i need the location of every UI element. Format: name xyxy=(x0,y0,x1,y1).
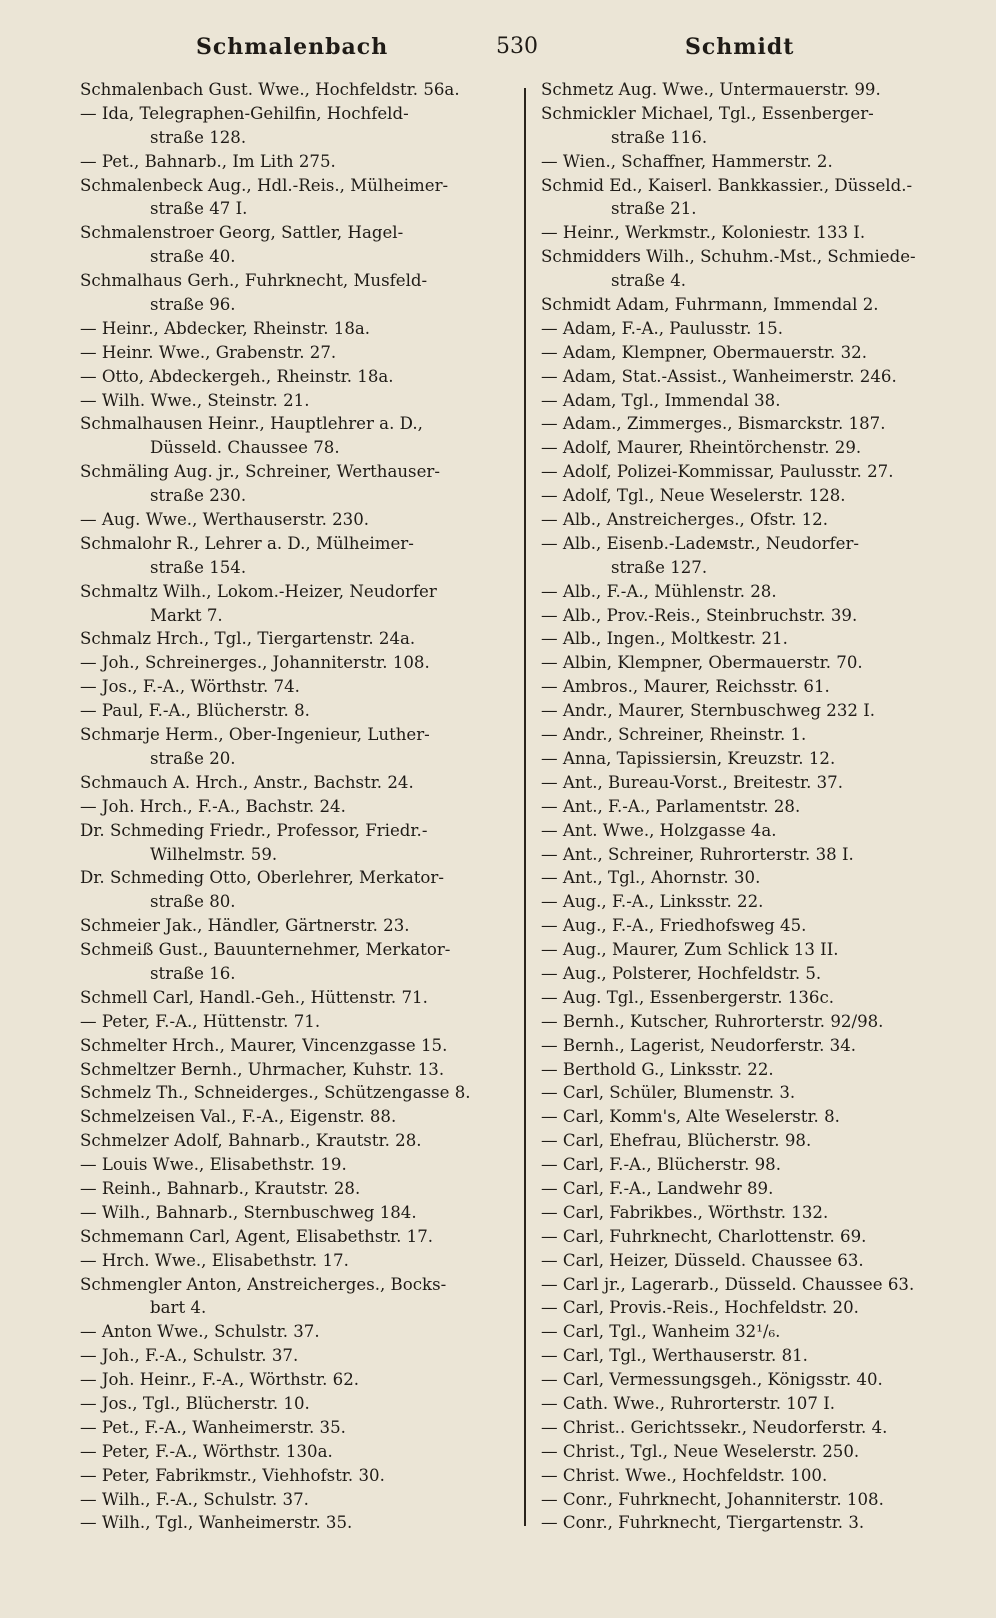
directory-entry-line: — Christ., Tgl., Neue Weselerstr. 250. xyxy=(541,1441,860,1461)
entry-continuation-line: straße 16. xyxy=(150,963,236,983)
directory-entry-line: — Joh. Hrch., F.-A., Bachstr. 24. xyxy=(80,796,346,816)
directory-entry-line: — Heinr., Werkmstr., Koloniestr. 133 I. xyxy=(541,223,866,243)
directory-entry-line: — Peter, F.-A., Hüttenstr. 71. xyxy=(80,1011,321,1031)
directory-entry-line: — Paul, F.-A., Blücherstr. 8. xyxy=(80,701,310,721)
directory-entry-line: Schmalenbach Gust. Wwe., Hochfeldstr. 56a. xyxy=(80,80,460,99)
directory-entry-line: — Peter, F.-A., Wörthstr. 130a. xyxy=(80,1441,333,1461)
directory-entry-line: — Cath. Wwe., Ruhrorterstr. 107 I. xyxy=(541,1393,836,1413)
entry-continuation-line: straße 128. xyxy=(150,127,247,147)
directory-entry-line: — Aug. Wwe., Werthauserstr. 230. xyxy=(80,510,370,530)
column-divider xyxy=(524,88,526,1526)
directory-entry-line: — Joh., Schreinerges., Johanniterstr. 108. xyxy=(80,653,430,673)
directory-entry-line: — Peter, Fabrikmstr., Viehhofstr. 30. xyxy=(80,1465,385,1485)
directory-entry-line: — Carl, F.-A., Blücherstr. 98. xyxy=(541,1155,782,1175)
page-header xyxy=(0,30,996,70)
directory-entry-line: Schmengler Anton, Anstreicherges., Bocks- xyxy=(80,1274,447,1294)
directory-entry-line: — Ant., Schreiner, Ruhrorterstr. 38 I. xyxy=(541,844,854,864)
directory-entry-line: — Carl, Fuhrknecht, Charlottenstr. 69. xyxy=(541,1226,867,1246)
entry-continuation-line: straße 116. xyxy=(611,127,708,147)
directory-entry-line: — Christ.. Gerichtssekr., Neudorferstr. 4. xyxy=(541,1417,888,1437)
directory-entry-line: — Wilh., Bahnarb., Sternbuschweg 184. xyxy=(80,1202,417,1222)
entry-continuation-line: Düsseld. Chaussee 78. xyxy=(150,438,340,458)
directory-entry-line: Schmeier Jak., Händler, Gärtnerstr. 23. xyxy=(80,916,410,936)
directory-entry-line: Schmid Ed., Kaiserl. Bankkassier., Düsseld.- xyxy=(541,175,913,195)
directory-entry-line: — Anton Wwe., Schulstr. 37. xyxy=(80,1322,320,1342)
directory-entry-line: — Christ. Wwe., Hochfeldstr. 100. xyxy=(541,1465,828,1485)
directory-entry-line: — Ambros., Maurer, Reichsstr. 61. xyxy=(541,677,830,697)
entry-continuation-line: straße 127. xyxy=(611,557,708,577)
directory-entry-line: — Andr., Maurer, Sternbuschweg 232 I. xyxy=(541,701,876,721)
entry-continuation-line: straße 80. xyxy=(150,892,236,912)
directory-entry-line: — Aug., Polsterer, Hochfeldstr. 5. xyxy=(541,963,822,983)
directory-entry-line: — Pet., Bahnarb., Im Lith 275. xyxy=(80,151,336,171)
directory-entry-line: — Adolf, Polizei-Kommissar, Paulusstr. 27. xyxy=(541,462,894,482)
directory-entry-line: — Carl, Vermessungsgeh., Königsstr. 40. xyxy=(541,1370,883,1390)
directory-entry-line: — Alb., Ingen., Moltkestr. 21. xyxy=(541,629,788,649)
directory-entry-line: — Anna, Tapissiersin, Kreuzstr. 12. xyxy=(541,748,836,768)
directory-entry-line: — Aug., F.-A., Friedhofsweg 45. xyxy=(541,916,807,936)
directory-entry-line: — Ant., Tgl., Ahornstr. 30. xyxy=(541,868,761,888)
directory-entry-line: Schmalenbeck Aug., Hdl.-Reis., Mülheimer- xyxy=(80,175,449,195)
directory-entry-line: — Adolf, Maurer, Rheintörchenstr. 29. xyxy=(541,438,862,458)
directory-entry-line: Schmelz Th., Schneiderges., Schützengasse 8. xyxy=(80,1083,471,1103)
directory-entry-line: — Reinh., Bahnarb., Krautstr. 28. xyxy=(80,1178,361,1198)
entry-continuation-line: straße 47 I. xyxy=(150,199,248,219)
directory-entry-line: — Adam, F.-A., Paulusstr. 15. xyxy=(541,318,784,338)
directory-entry-line: — Jos., Tgl., Blücherstr. 10. xyxy=(80,1393,310,1413)
directory-entry-line: — Aug., Maurer, Zum Schlick 13 II. xyxy=(541,940,839,960)
entry-continuation-line: straße 154. xyxy=(150,557,247,577)
directory-entry-line: — Alb., Eisenb.-Ladeмstr., Neudorfer- xyxy=(541,533,860,553)
directory-entry-line: — Carl, Provis.-Reis., Hochfeldstr. 20. xyxy=(541,1298,859,1318)
directory-entry-line: — Adam, Klempner, Obermauerstr. 32. xyxy=(541,342,867,362)
right-column xyxy=(541,78,978,1535)
directory-entry-line: — Adolf, Tgl., Neue Weselerstr. 128. xyxy=(541,486,846,506)
directory-entry-line: — Carl, Heizer, Düsseld. Chaussee 63. xyxy=(541,1250,864,1270)
directory-entry-line: — Heinr. Wwe., Grabenstr. 27. xyxy=(80,342,337,362)
directory-entry-line: — Aug. Tgl., Essenbergerstr. 136c. xyxy=(541,987,835,1007)
directory-entry-line: — Andr., Schreiner, Rheinstr. 1. xyxy=(541,725,807,745)
directory-entry-line: Dr. Schmeding Friedr., Professor, Friedr.- xyxy=(80,820,428,840)
entry-continuation-line: Wilhelmstr. 59. xyxy=(150,844,278,864)
directory-entry-line: Schmalhausen Heinr., Hauptlehrer a. D., xyxy=(80,414,423,434)
directory-entry-line: — Pet., F.-A., Wanheimerstr. 35. xyxy=(80,1417,346,1437)
directory-entry-line: Schmeltzer Bernh., Uhrmacher, Kuhstr. 13. xyxy=(80,1059,445,1079)
directory-entry-line: — Carl, Komm's, Alte Weselerstr. 8. xyxy=(541,1107,840,1127)
directory-entry-line: — Ant. Wwe., Holzgasse 4a. xyxy=(541,820,777,840)
entry-continuation-line: straße 21. xyxy=(611,199,697,219)
directory-entry-line: — Berthold G., Linksstr. 22. xyxy=(541,1059,774,1079)
left-column xyxy=(80,78,508,1535)
directory-entry-line: Schmaltz Wilh., Lokom.-Heizer, Neudorfer xyxy=(80,581,437,601)
directory-entry-line: — Ant., Bureau-Vorst., Breitestr. 37. xyxy=(541,772,844,792)
directory-entry-line: Schmell Carl, Handl.-Geh., Hüttenstr. 71. xyxy=(80,987,428,1007)
directory-entry-line: Schmalenstroer Georg, Sattler, Hagel- xyxy=(80,223,404,243)
directory-entry-line: — Carl, Tgl., Wanheim 32¹/₆. xyxy=(541,1322,781,1342)
directory-entry-line: — Conr., Fuhrknecht, Tiergartenstr. 3. xyxy=(541,1513,865,1533)
directory-entry-line: — Adam, Stat.-Assist., Wanheimerstr. 246. xyxy=(541,366,897,386)
directory-entry-line: Schmalz Hrch., Tgl., Tiergartenstr. 24a. xyxy=(80,629,416,649)
directory-entry-line: — Alb., Anstreicherges., Ofstr. 12. xyxy=(541,510,829,530)
directory-entry-line: — Albin, Klempner, Obermauerstr. 70. xyxy=(541,653,863,673)
directory-entry-line: — Bernh., Kutscher, Ruhrorterstr. 92/98. xyxy=(541,1011,884,1031)
directory-entry-line: Schmelzer Adolf, Bahnarb., Krautstr. 28. xyxy=(80,1131,422,1151)
directory-entry-line: Schmickler Michael, Tgl., Essenberger- xyxy=(541,103,874,123)
directory-entry-line: — Carl jr., Lagerarb., Düsseld. Chaussee 63. xyxy=(541,1274,915,1294)
directory-entry-line: — Alb., Prov.-Reis., Steinbruchstr. 39. xyxy=(541,605,858,625)
directory-entry-line: Schmelzeisen Val., F.-A., Eigenstr. 88. xyxy=(80,1107,397,1127)
directory-entry-line: — Carl, Ehefrau, Blücherstr. 98. xyxy=(541,1131,812,1151)
entry-continuation-line: straße 96. xyxy=(150,295,236,315)
directory-entry-line: Schmemann Carl, Agent, Elisabethstr. 17. xyxy=(80,1226,434,1246)
directory-entry-line: Schmetz Aug. Wwe., Untermauerstr. 99. xyxy=(541,80,881,99)
entry-continuation-line: straße 20. xyxy=(150,748,236,768)
directory-entry-line: — Adam., Zimmerges., Bismarckstr. 187. xyxy=(541,414,886,434)
directory-entry-line: Schmeiß Gust., Bauunternehmer, Merkator- xyxy=(80,940,451,960)
entry-continuation-line: bart 4. xyxy=(150,1298,207,1318)
directory-entry-line: — Wien., Schaffner, Hammerstr. 2. xyxy=(541,151,833,171)
right-running-head: Schmidt xyxy=(685,34,795,60)
entry-continuation-line: straße 40. xyxy=(150,247,236,267)
directory-entry-line: — Carl, Fabrikbes., Wörthstr. 132. xyxy=(541,1202,829,1222)
directory-entry-line: — Aug., F.-A., Linksstr. 22. xyxy=(541,892,764,912)
directory-entry-line: Schmalhaus Gerh., Fuhrknecht, Musfeld- xyxy=(80,271,428,291)
entry-continuation-line: straße 230. xyxy=(150,486,247,506)
entry-continuation-line: Markt 7. xyxy=(150,605,223,625)
directory-entry-line: Schmidt Adam, Fuhrmann, Immendal 2. xyxy=(541,295,879,315)
directory-entry-line: Schmalohr R., Lehrer a. D., Mülheimer- xyxy=(80,533,414,553)
directory-entry-line: — Otto, Abdeckergeh., Rheinstr. 18a. xyxy=(80,366,394,386)
directory-entry-line: — Adam, Tgl., Immendal 38. xyxy=(541,390,781,410)
directory-entry-line: — Bernh., Lagerist, Neudorferstr. 34. xyxy=(541,1035,857,1055)
directory-entry-line: — Conr., Fuhrknecht, Johanniterstr. 108. xyxy=(541,1489,884,1509)
directory-entry-line: — Carl, Tgl., Werthauserstr. 81. xyxy=(541,1346,808,1366)
directory-entry-line: Dr. Schmeding Otto, Oberlehrer, Merkator- xyxy=(80,868,444,888)
directory-entry-line: — Wilh. Wwe., Steinstr. 21. xyxy=(80,390,310,410)
page-number: 530 xyxy=(496,34,538,59)
directory-entry-line: — Hrch. Wwe., Elisabethstr. 17. xyxy=(80,1250,349,1270)
directory-entry-line: — Ant., F.-A., Parlamentstr. 28. xyxy=(541,796,801,816)
directory-entry-line: — Louis Wwe., Elisabethstr. 19. xyxy=(80,1155,347,1175)
directory-entry-line: — Wilh., F.-A., Schulstr. 37. xyxy=(80,1489,309,1509)
directory-entry-line: — Joh. Heinr., F.-A., Wörthstr. 62. xyxy=(80,1370,360,1390)
directory-entry-line: — Carl, Schüler, Blumenstr. 3. xyxy=(541,1083,796,1103)
directory-entry-line: Schmäling Aug. jr., Schreiner, Werthauser- xyxy=(80,462,440,482)
directory-entry-line: — Joh., F.-A., Schulstr. 37. xyxy=(80,1346,299,1366)
directory-entry-line: Schmidders Wilh., Schuhm.-Mst., Schmiede- xyxy=(541,247,916,267)
entry-continuation-line: straße 4. xyxy=(611,271,687,291)
directory-entry-line: — Jos., F.-A., Wörthstr. 74. xyxy=(80,677,300,697)
directory-entry-line: Schmauch A. Hrch., Anstr., Bachstr. 24. xyxy=(80,772,414,792)
left-running-head: Schmalenbach xyxy=(196,34,389,60)
directory-entry-line: — Alb., F.-A., Mühlenstr. 28. xyxy=(541,581,777,601)
directory-entry-line: — Heinr., Abdecker, Rheinstr. 18a. xyxy=(80,318,371,338)
directory-entry-line: Schmarje Herm., Ober-Ingenieur, Luther- xyxy=(80,725,430,745)
directory-entry-line: — Carl, F.-A., Landwehr 89. xyxy=(541,1178,774,1198)
directory-entry-line: — Ida, Telegraphen-Gehilfin, Hochfeld- xyxy=(80,103,409,123)
directory-entry-line: — Wilh., Tgl., Wanheimerstr. 35. xyxy=(80,1513,353,1533)
directory-entry-line: Schmelter Hrch., Maurer, Vincenzgasse 15. xyxy=(80,1035,448,1055)
